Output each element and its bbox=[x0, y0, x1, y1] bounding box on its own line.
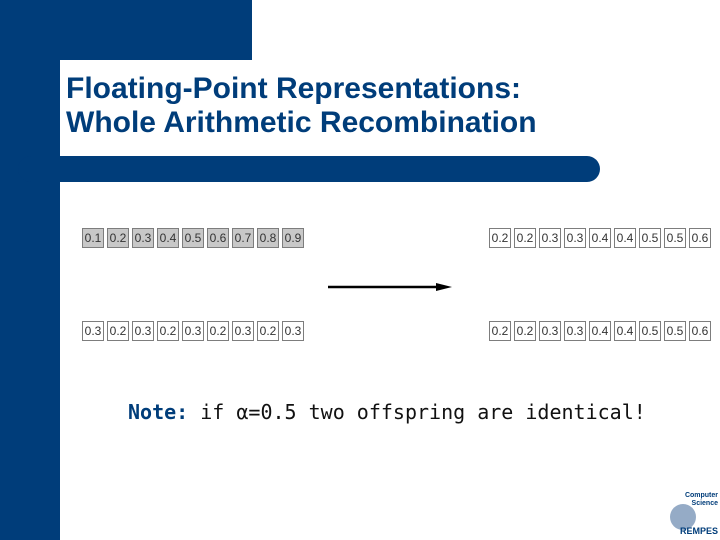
parent-1-gene: 0.7 bbox=[232, 228, 254, 248]
parent-1-gene: 0.2 bbox=[107, 228, 129, 248]
offspring-1-chromosome bbox=[489, 228, 711, 250]
parent-2-gene: 0.3 bbox=[132, 321, 154, 341]
parent-1-gene: 0.8 bbox=[257, 228, 279, 248]
parent-2-gene: 0.2 bbox=[107, 321, 129, 341]
note-body: if α=0.5 two offspring are identical! bbox=[188, 400, 646, 424]
title-line-1: Floating-Point Representations: bbox=[66, 72, 522, 105]
offspring-1-gene: 0.2 bbox=[514, 228, 536, 248]
offspring-1-gene: 0.3 bbox=[539, 228, 561, 248]
offspring-2-gene: 0.4 bbox=[589, 321, 611, 341]
offspring-1-gene: 0.2 bbox=[489, 228, 511, 248]
parent-1-gene: 0.1 bbox=[82, 228, 104, 248]
note-text bbox=[128, 398, 646, 426]
logo-top-text: Computer Science bbox=[684, 492, 718, 507]
offspring-2-gene: 0.2 bbox=[489, 321, 511, 341]
offspring-2-gene: 0.3 bbox=[564, 321, 586, 341]
offspring-2-gene: 0.5 bbox=[639, 321, 661, 341]
parent-2-gene: 0.3 bbox=[82, 321, 104, 341]
offspring-2-gene: 0.5 bbox=[664, 321, 686, 341]
offspring-1-gene: 0.4 bbox=[589, 228, 611, 248]
offspring-1-gene: 0.6 bbox=[689, 228, 711, 248]
logo-bottom-text: REMPES bbox=[679, 526, 718, 536]
department-logo bbox=[668, 492, 718, 536]
parent-1-gene: 0.5 bbox=[182, 228, 204, 248]
parent-1-chromosome bbox=[82, 228, 304, 250]
parent-1-gene: 0.4 bbox=[157, 228, 179, 248]
offspring-1-gene: 0.4 bbox=[614, 228, 636, 248]
parent-1-gene: 0.9 bbox=[282, 228, 304, 248]
title-divider-bar bbox=[18, 156, 600, 182]
parent-2-gene: 0.3 bbox=[232, 321, 254, 341]
offspring-2-gene: 0.6 bbox=[689, 321, 711, 341]
parent-2-gene: 0.2 bbox=[257, 321, 279, 341]
top-accent-block bbox=[0, 0, 252, 60]
parent-1-gene: 0.3 bbox=[132, 228, 154, 248]
offspring-2-gene: 0.2 bbox=[514, 321, 536, 341]
right-arrow-icon bbox=[328, 283, 452, 291]
offspring-2-gene: 0.4 bbox=[614, 321, 636, 341]
left-accent-bar bbox=[0, 0, 60, 540]
offspring-1-gene: 0.5 bbox=[664, 228, 686, 248]
parent-2-gene: 0.2 bbox=[157, 321, 179, 341]
parent-2-gene: 0.3 bbox=[182, 321, 204, 341]
slide-title bbox=[66, 72, 537, 140]
parent-1-gene: 0.6 bbox=[207, 228, 229, 248]
parent-2-chromosome bbox=[82, 321, 304, 343]
parent-2-gene: 0.3 bbox=[282, 321, 304, 341]
parent-2-gene: 0.2 bbox=[207, 321, 229, 341]
offspring-1-gene: 0.5 bbox=[639, 228, 661, 248]
note-label: Note: bbox=[128, 400, 189, 424]
offspring-1-gene: 0.3 bbox=[564, 228, 586, 248]
title-line-2: Whole Arithmetic Recombination bbox=[66, 106, 537, 139]
offspring-2-chromosome bbox=[489, 321, 711, 343]
offspring-2-gene: 0.3 bbox=[539, 321, 561, 341]
